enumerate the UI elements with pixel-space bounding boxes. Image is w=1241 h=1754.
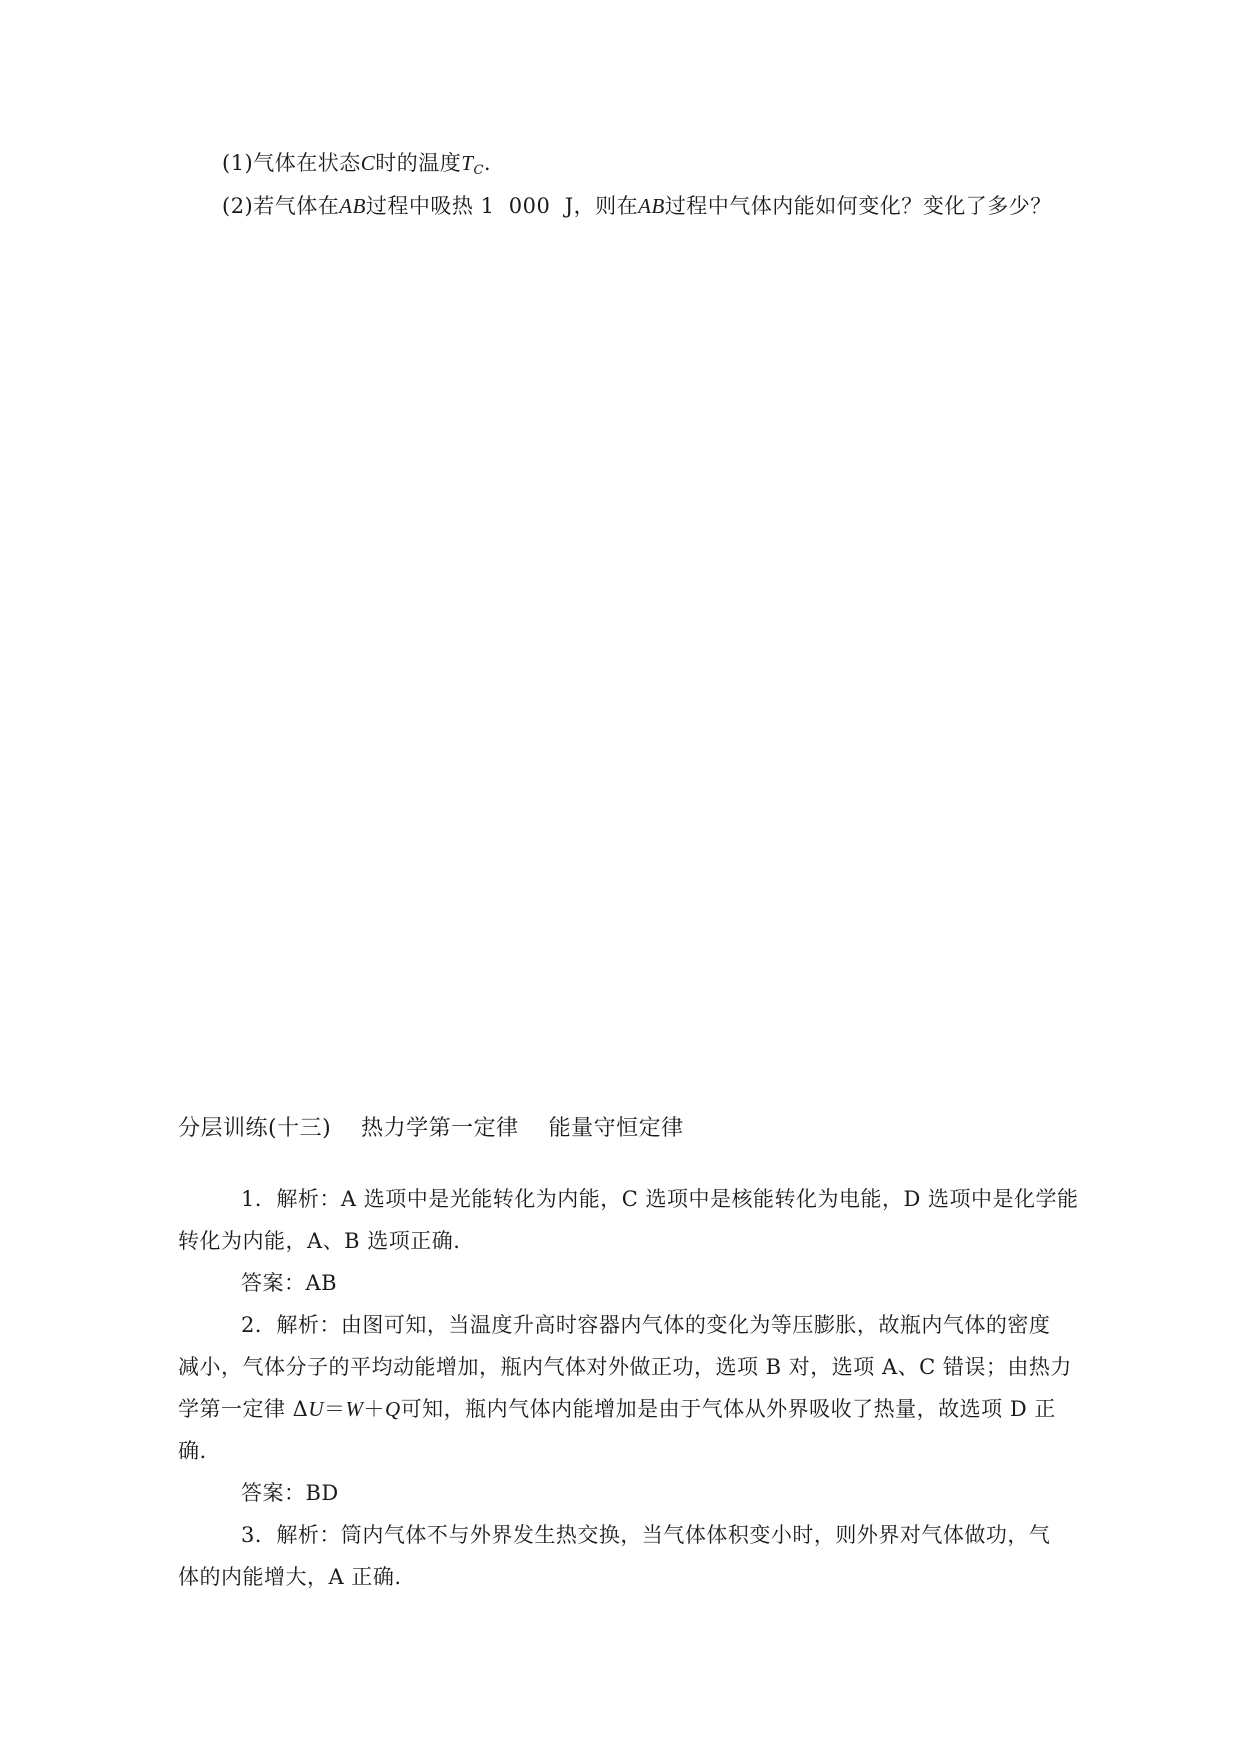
answer-1-line-1: 1．解析：A 选项中是光能转化为内能，C 选项中是核能转化为电能，D 选项中是化学能 — [241, 1187, 1079, 1211]
internal-energy-var: U — [308, 1397, 325, 1421]
answer-2-line-2: 减小，气体分子的平均动能增加，瓶内气体对外做正功，选项 B 对，选项 A、C 错误；由热力 — [178, 1355, 1072, 1379]
answer-2-line-3-suffix: 可知，瓶内气体内能增加是由于气体从外界吸收了热量，故选项 D 正 — [400, 1397, 1056, 1421]
question-1-middle: 时的温度 — [375, 151, 462, 175]
answer-2-result: 答案：BD — [241, 1481, 339, 1505]
question-2-middle: 过程中吸热 1 000 J，则在 — [365, 194, 639, 218]
plus-sign: ＋ — [363, 1397, 386, 1421]
question-2 — [222, 191, 1052, 221]
question-1-prefix: (1)气体在状态 — [222, 151, 361, 175]
question-1-suffix: . — [483, 151, 492, 175]
answer-2-line-1: 2．解析：由图可知，当温度升高时容器内气体的变化为等压膨胀，故瓶内气体的密度 — [241, 1313, 1051, 1337]
question-1 — [222, 148, 491, 186]
process-ab-var-1: AB — [339, 194, 366, 218]
heat-var: Q — [385, 1397, 401, 1421]
section-title: 分层训练(十三) 热力学第一定律 能量守恒定律 — [178, 1116, 684, 1141]
work-var: W — [345, 1397, 364, 1421]
answer-2-line-3-prefix: 学第一定律 Δ — [178, 1397, 309, 1421]
state-c-var: C — [360, 151, 376, 175]
equals-sign: ＝ — [324, 1397, 346, 1421]
answer-1-result: 答案：AB — [241, 1271, 338, 1295]
answer-2-line-3 — [178, 1394, 1056, 1424]
temperature-var: T — [461, 151, 474, 175]
answer-1-line-2: 转化为内能，A、B 选项正确. — [178, 1229, 461, 1253]
question-2-prefix: (2)若气体在 — [222, 194, 340, 218]
process-ab-var-2: AB — [638, 194, 665, 218]
answer-3-line-1: 3．解析：筒内气体不与外界发生热交换，当气体体积变小时，则外界对气体做功，气 — [241, 1523, 1051, 1547]
temperature-subscript: C — [473, 163, 484, 178]
answer-2-line-4: 确. — [178, 1439, 207, 1463]
question-2-suffix: 过程中气体内能如何变化？变化了多少？ — [664, 194, 1052, 218]
answer-3-line-2: 体的内能增大，A 正确. — [178, 1565, 402, 1589]
